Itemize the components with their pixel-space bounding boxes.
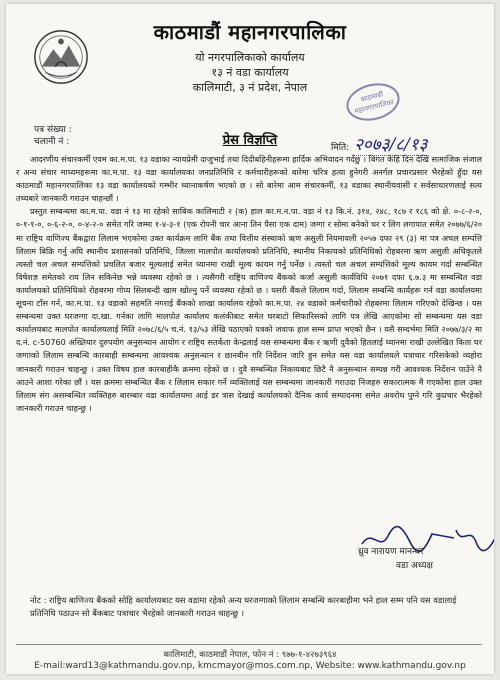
municipality-title: काठमाडौं महानगरपालिका xyxy=(153,20,347,44)
date-field xyxy=(331,132,429,155)
location-line: कालिमाटी, ३ नं प्रदेश, नेपाल xyxy=(192,81,308,94)
press-release-body xyxy=(16,153,482,415)
footnote: नोट : राष्ट्रिय बाणिज्य बैंकको सोहि कार्यालयबाट यस वडामा रहेको अन्य घरजग्गाको लिलाम सम्बन्धि कारबाहीमा भने हाल सम्म पनि यस वडालाई प्रतिनिधि पठाउन सो बैंकबाट पत्राचार भैरहेको जानकारी गराउन चाहन्छु । xyxy=(30,595,457,618)
date-value: २०७३/८/१३ xyxy=(354,135,428,155)
signatory-role: वडा अध्यक्ष xyxy=(396,561,433,571)
stamp-text: काठमाडौं महानगरपालिका xyxy=(353,90,395,116)
ward-office-line: १३ नं वडा कार्यालय xyxy=(211,66,289,79)
document-title: प्रेस विज्ञप्ति xyxy=(222,133,278,148)
dispatch-number-label: चलानी नं : xyxy=(34,137,70,147)
signatory-name: ध्रुव नारायण मानन्धर xyxy=(358,547,424,557)
footer-divider xyxy=(16,644,482,645)
footer-address: कालिमाटी, काठमाडौं नेपाल, फोन नं : ९७७-१-४२७३९६४ xyxy=(163,650,337,660)
date-label: मिति: xyxy=(331,143,350,153)
letter-number-label: पत्र संख्या : xyxy=(34,125,72,135)
body-paragraph: प्रस्तुत सम्बन्धमा का.म.पा. वडा नं १३ मा रहेको साबिक कालिमाटी २ (क) हाल का.म.न.पा. वडा नं १३ कि.नं. ३१४, २४८, १८७ र १८६ को क्षे. ०-८-२-०, ०-१-१-०, ०-६-२-०, ०-४-२-० समेत गरि जम्मा १-४-३-१ (एक रोपनी चार आना तिन पैसा एक दाम) जग्गा र सोमा बनेको घर र लिग लगापात समेत २०७७/६/२० मा राष्ट्रिय वाणिज्य बैंकद्वारा लिलाम भएकोमा उक्त कार्यक्रम लागि बैंक तथा वित्तीय संस्थाको ऋण असुली नियमावली २०५७ दफा २९ (३) मा पत्र अचल सम्पत्ति लिलाम बिक्रि गर्नु अघि स्थानीय प्रशासनको प्रतिनिधि, जिल्ला मालपोत कार्यालयको प्रतिनिधि, स्थानीय निकायको प्रतिनिधिको रोहबरमा ऋण असुली अधिकृतले त्यस्तो चल अचल सम्पत्तिको प्रचलित बजार मूल्यलाई समेत ध्यानमा राखी मूल्य कायम गर्नु पर्नेछ । त्यस्तो चल अचल सम्पत्तिको मूल्य कायम गर्दा सम्बन्धित विषेशज्ञ समेतको राय लिन सकिनेछ भन्ने व्यवस्था रहेको छ । त्यसैगरी राष्ट्रिय वाणिज्य बैंकको कर्जा असुली कार्यविधि २०७१ दफा ६.७.३ मा सम्बन्धित वडा कार्यालयको प्रतिनिधिको रोहबरमा गोप्य सिलबन्दी खाम खोल्नु पर्ने व्यवस्था रहेको छ । यसरी बैंकले लिलाम गर्दा, लिलाम सम्बन्धि कार्यहरू गर्न वडा कार्यालयमा सूचना टाँस गर्न, का.म.पा. १३ वडाको सहमति नगराई बैंकको शाखा कार्यालय रहेको का.म.पा. २४ वडाको कर्मचारीको रोहबरमा लिलाम गरिएको देखिन्छ । यस सम्बन्धमा उक्त घरजग्गा दा.खा. गर्नका लागि मालपोत कार्यालय कलंकीबाट समेत घरबाटो सिफारिसको लागि पत्र लेखि आएकोमा सो सम्बन्धमा यस वडा कार्यालयबाट मालपोत कार्यालयलाई मिति २०७८/६/५ च.नं. १३/५३ लेखि पठाएको पत्रको जवाफ हाल सम्म प्राप्त भएको छैन । यसै सम्दर्भमा मिति २०७७/३/२ मा द.नं. c-50760 अख्तियार दुरुपयोग अनुसन्धान आयोग र राष्ट्रिय सतर्कता केन्द्रलाई यस सम्बन्धमा बैंक र ऋणी दुवैको हितलाई ध्यानमा राखी उल्लेखित किता घर जग्गाको लिलाम सम्बन्धि कारबाही सम्बन्धमा आवश्यक अनुसन्धान र छानबीन गरि निर्देशन जारि हुन समेत यस वडा कार्यालयले पत्राचार गरिसकेको व्यहोरा जानकारी गराउन चाहन्छु । उक्त विषय हाल कारबाहीकै क्रममा रहेको छ । दुवै सम्बन्धित निकायबाट छिटै नै अनुसन्धान सम्पन्न गरी आवश्यक निर्देशन पाउँने नै आउने आशा गरेका छौं । यस क्रममा सम्बन्धित बैंक र लिलाम सकार गर्ने व्यक्तिलाई यस सम्बन्धमा जानकारी गराउदा निजहरु सकारात्मक मै गएकोमा हाल उक्त लिलाम संग असम्बन्धित व्यक्तिहरु बारम्बार वडा कार्यालयमा आई डर त्रास देखाई कार्यालयको दैनिक कार्य सम्पादनमा समेत अवरोध पुग्ने गरि कुप्रचार भैरहेको जानकारी गराउन चाहन्छु । xyxy=(16,206,482,413)
letter-page xyxy=(6,4,494,674)
body-paragraph: आदरणीय संचारकर्मी एवम का.म.पा. १३ वडाका न्यायप्रेमी दाजुभाई तथा दिदीबहिनीहरूमा हार्दिक अभिवादन गर्दछु । बिगत केहि दिन देखि सामाजिक संजाल र अन्य संचार माध्यमहरूमा का.म.पा. १३ वडा कार्यालयका जनप्रतिनिधि र कर्मचारीहरूको बारेमा चरित्र हत्या हुनेगरी अनर्गल प्रचारप्रसार भैरहेको हुँदा यस काठमाडौं महानगरपालिका १३ वडा कार्यालयको गम्भीर ध्यानाकर्षण भएको छ । सो बारेमा आम संचारकर्मी, १३ वडाका स्थानीयवासी र सर्वसाधारणलाई सत्य तथ्यबारे जानकारी गराउन चाहन्छौं । xyxy=(16,154,482,204)
office-line: यो नगरपालिकाको कार्यालय xyxy=(195,51,305,64)
footer-contact: E-mail:ward13@kathmandu.gov.np, kmcmayor@mos.com.np, Website: www.kathmandu.gov.np xyxy=(34,661,466,671)
